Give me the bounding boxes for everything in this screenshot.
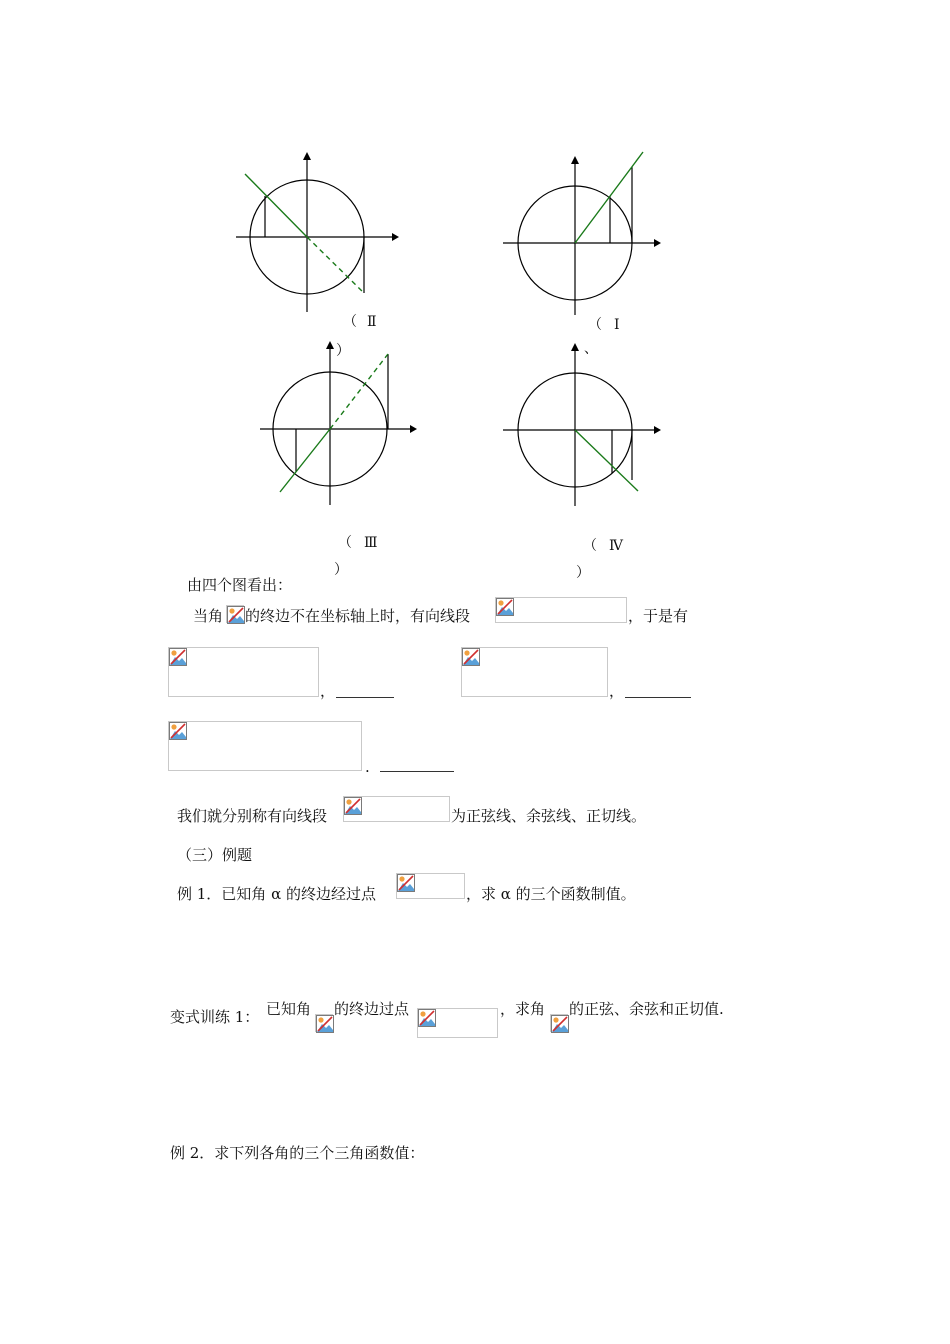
figure-caption-ii-close: ） bbox=[336, 343, 350, 359]
variant-terminal-text: 的终边过点 bbox=[334, 1000, 410, 1018]
broken-image-icon bbox=[418, 1009, 436, 1027]
so-have-text: ，于是有 bbox=[628, 607, 689, 625]
example-2-text: 例 2．求下列各角的三个三角函数值： bbox=[170, 1144, 425, 1162]
answer-blank-1[interactable] bbox=[336, 697, 394, 698]
variant-given-angle: 已知角 bbox=[266, 1000, 312, 1018]
period-1: . bbox=[365, 758, 370, 776]
figure-caption-i-close: 、 bbox=[584, 341, 598, 357]
broken-image-icon bbox=[316, 1015, 334, 1033]
comma-2: ， bbox=[609, 682, 625, 700]
broken-image-icon bbox=[551, 1015, 569, 1033]
when-angle-text: 当角 bbox=[193, 607, 224, 625]
tangent-formula-image bbox=[168, 721, 362, 771]
unit-circle-figure-iv bbox=[0, 0, 950, 600]
broken-image-icon bbox=[397, 874, 415, 892]
variant-angle-image bbox=[315, 1014, 333, 1032]
broken-image-icon bbox=[496, 598, 514, 616]
section-heading-examples: （三）例题 bbox=[177, 846, 253, 864]
variant-values-text: 的正弦、余弦和正切值. bbox=[569, 1000, 724, 1018]
broken-image-icon bbox=[227, 606, 245, 624]
figure-caption-i bbox=[588, 316, 620, 334]
figure-caption-iii-close: ） bbox=[334, 562, 348, 578]
alpha-image bbox=[226, 605, 244, 623]
terminal-side bbox=[575, 430, 638, 491]
figure-caption-ii bbox=[343, 313, 377, 331]
figure-caption-iv bbox=[583, 537, 623, 555]
broken-image-icon bbox=[169, 648, 187, 666]
observation-line: 由四个图看出： bbox=[187, 576, 293, 594]
example-1-question: ，求 α 的三个函数制值。 bbox=[466, 885, 636, 903]
terminal-side-text: 的终边不在坐标轴上时，有向线段 bbox=[245, 607, 471, 625]
caption-open: （ bbox=[343, 314, 357, 330]
caption-open: （ bbox=[583, 538, 597, 554]
directed-segments-image bbox=[495, 597, 627, 623]
example-1-text: 例 1．已知角 α 的终边经过点 bbox=[177, 885, 376, 903]
broken-image-icon bbox=[169, 722, 187, 740]
point-p-image bbox=[396, 873, 465, 899]
caption-number: Ⅲ bbox=[364, 535, 378, 551]
broken-image-icon bbox=[462, 648, 480, 666]
caption-number: Ⅱ bbox=[367, 314, 377, 330]
named-segments-image bbox=[343, 796, 450, 822]
figure-caption-iv-close: ） bbox=[576, 565, 590, 581]
y-arrow bbox=[571, 343, 579, 351]
naming-text: 我们就分别称有向线段 bbox=[177, 807, 328, 825]
answer-blank-2[interactable] bbox=[625, 697, 691, 698]
caption-open: （ bbox=[588, 317, 602, 333]
answer-blank-3[interactable] bbox=[380, 771, 454, 772]
variant-find-text: ，求角 bbox=[500, 1000, 546, 1018]
variant-training-label: 变式训练 1： bbox=[170, 1008, 260, 1026]
caption-open: （ bbox=[338, 535, 352, 551]
caption-number: Ⅳ bbox=[609, 538, 623, 554]
x-arrow bbox=[654, 426, 661, 434]
cosine-formula-image bbox=[461, 647, 608, 697]
sine-formula-image bbox=[168, 647, 319, 697]
comma-1: ， bbox=[320, 682, 336, 700]
broken-image-icon bbox=[344, 797, 362, 815]
caption-number: Ⅰ bbox=[614, 317, 620, 333]
variant-angle-image-2 bbox=[550, 1014, 568, 1032]
variant-point-image bbox=[417, 1008, 498, 1038]
line-names-text: 为正弦线、余弦线、正切线。 bbox=[451, 807, 647, 825]
figure-caption-iii bbox=[338, 534, 378, 552]
